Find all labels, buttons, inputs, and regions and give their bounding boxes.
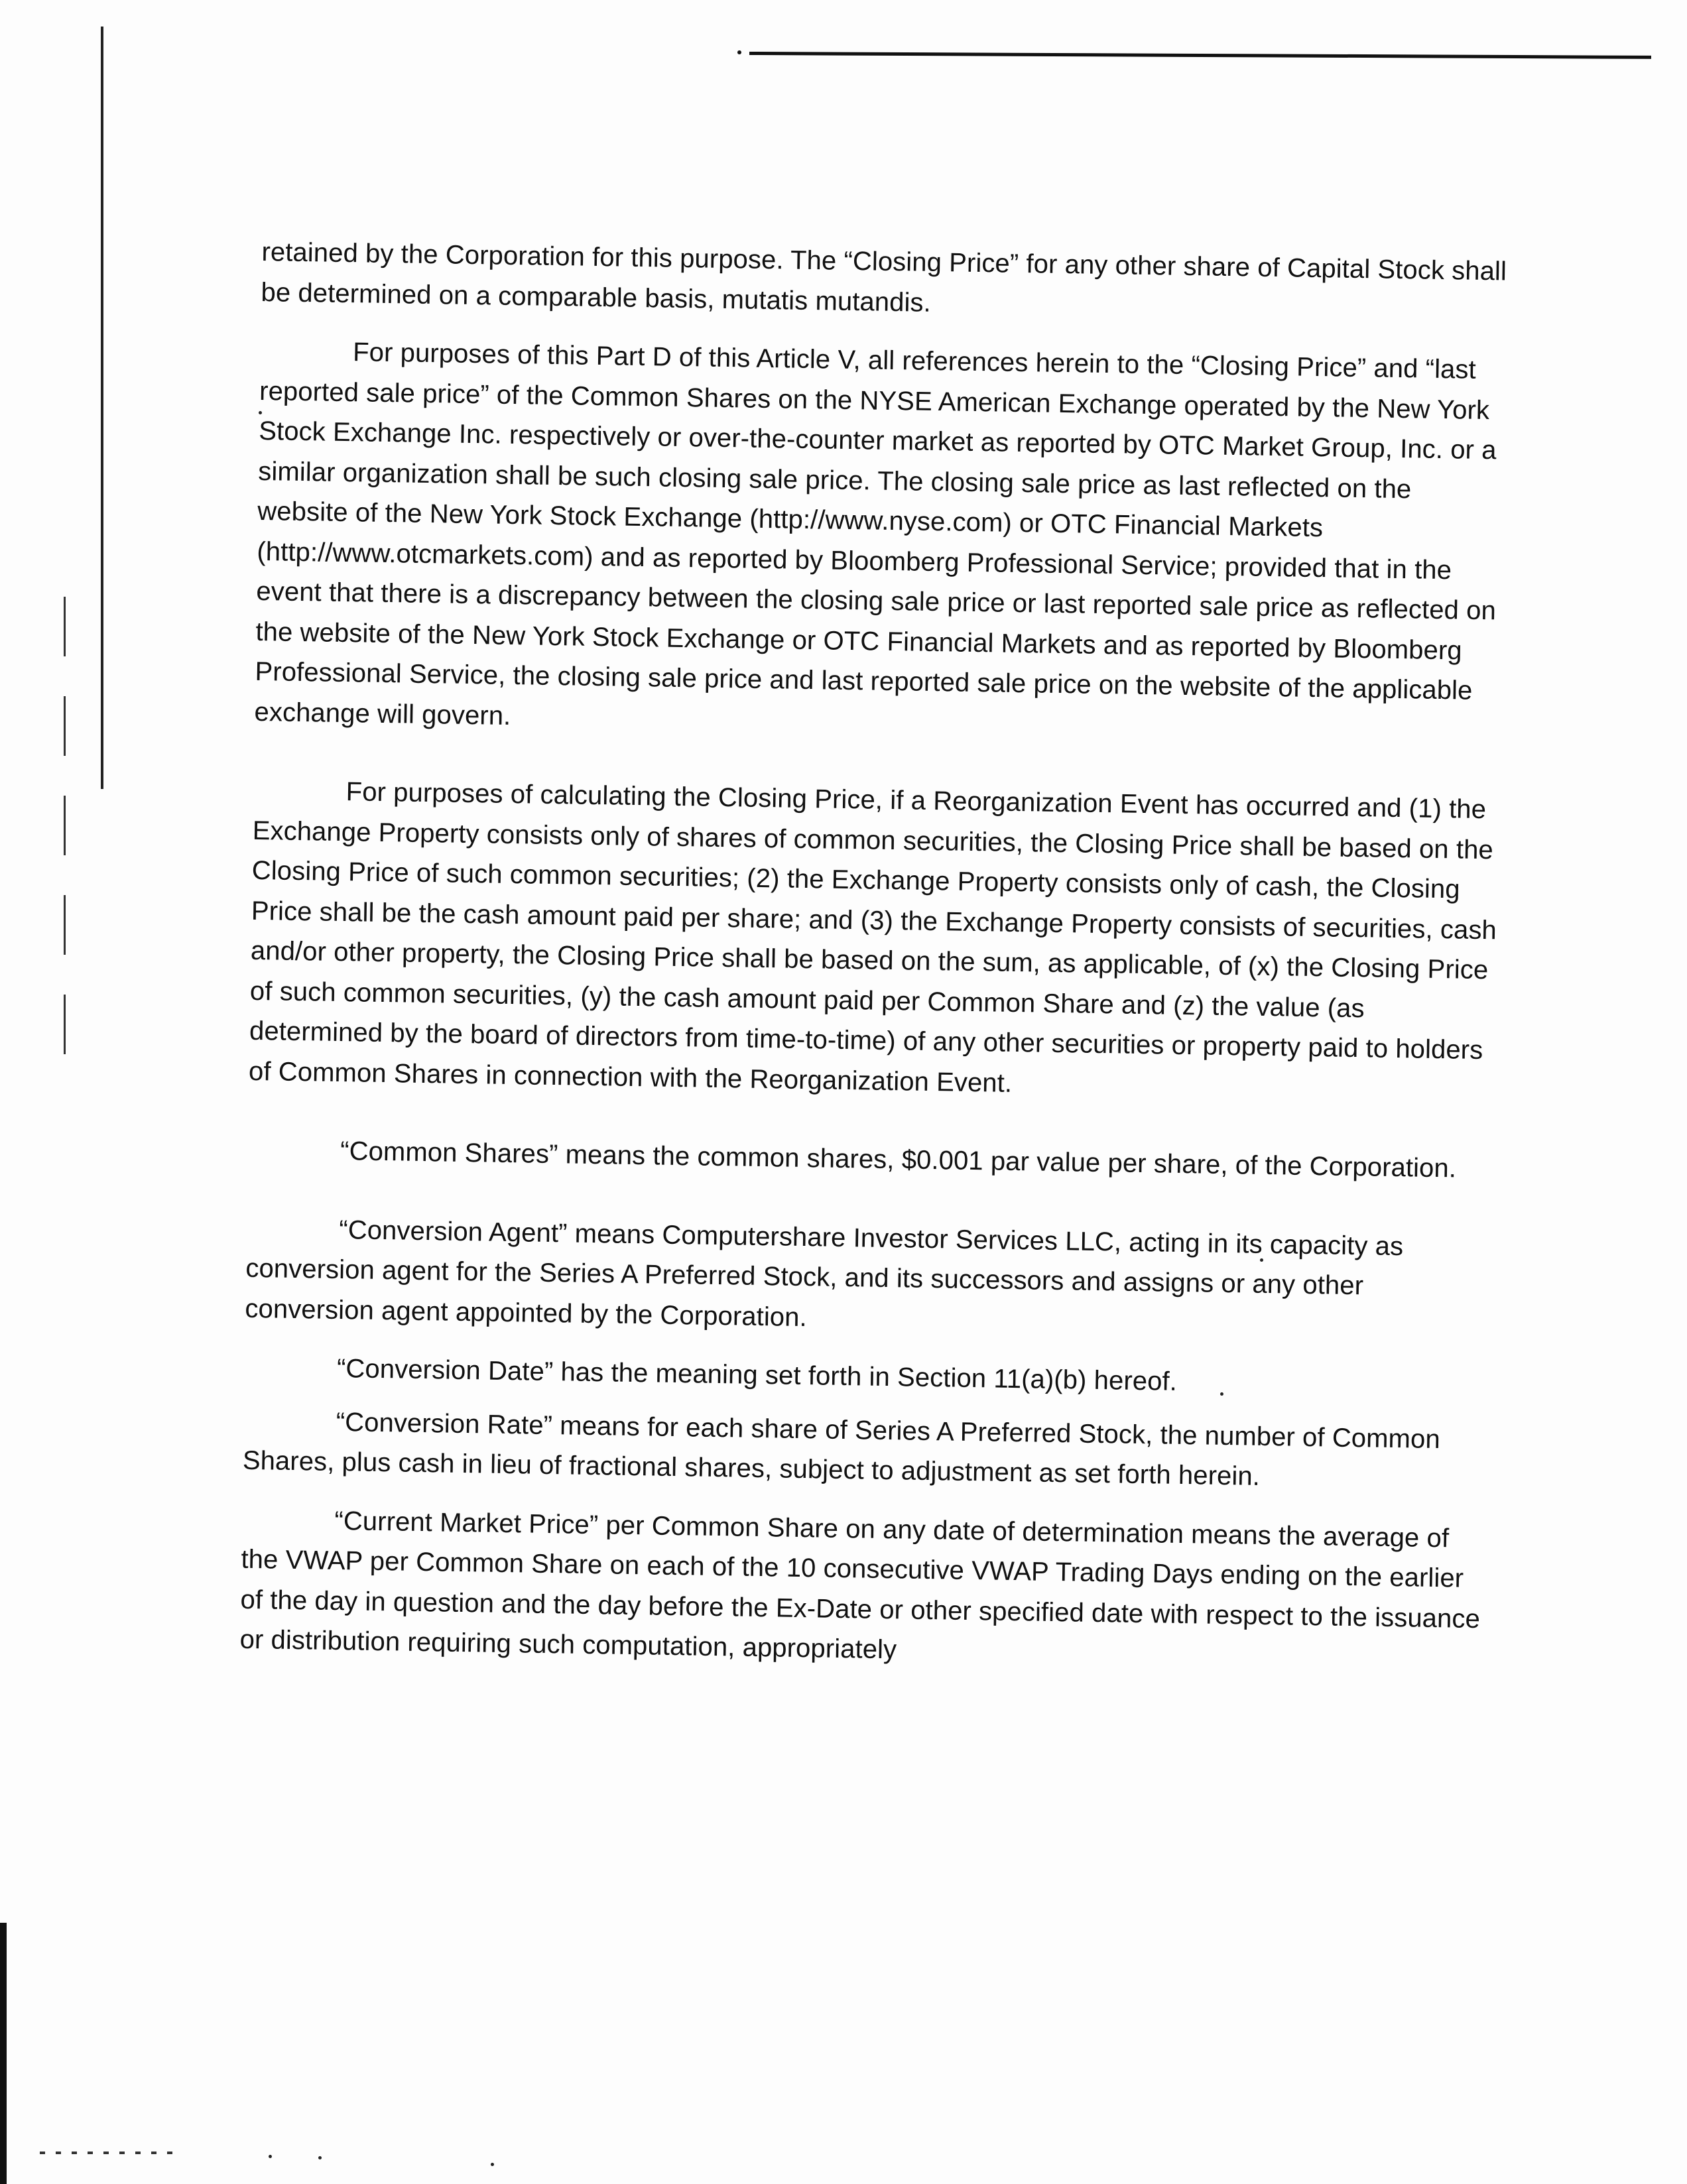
scan-artifact-speck xyxy=(269,2155,272,2158)
scan-artifact-speck xyxy=(318,2156,322,2159)
scan-artifact-speck xyxy=(491,2163,494,2166)
definition-current-market-price: “Current Market Price” per Common Share on any date of determination means the average of the VWAP per Common Share on each of the 10 consecutive VWAP Trading Days ending on the earlier of the day in question and the day before the Ex-Date or other specified date with respect to the issuance or distribution requiring such computation, appropriately xyxy=(239,1506,1481,1665)
scan-artifact-corner-shadow xyxy=(0,1923,7,2184)
scan-artifact-left-dashes xyxy=(64,597,66,1087)
scan-artifact-top-rule xyxy=(749,52,1651,59)
document-body xyxy=(239,232,1509,1679)
paragraph-closing-price-continued: retained by the Corporation for this purpose. The “Closing Price” for any other share of Capital Stock shall be determined on a comparable basis, mutatis mutandis. xyxy=(261,237,1507,318)
paragraph-reorganization-event: For purposes of calculating the Closing Price, if a Reorganization Event has occurred and (1) the Exchange Property consists only of shares of common securities, the Closing Price shall be based on the Closing Price of such common securities; (2) the Exchange Property consists only of cash, the Closing Price shall be the cash amount paid per share; and (3) the Exchange Property consists of securities, cash and/or other property, the Closing Price shall be based on the sum, as applicable, of (x) the Closing Price of such common securities, (y) the cash amount paid per Common Share and (z) the value (as determined by the board of directors from time-to-time) of any other securities or property paid to holders of Common Shares in connection with the Reorganization Event. xyxy=(248,777,1497,1098)
definition-conversion-rate: “Conversion Rate” means for each share of Series A Preferred Stock, the number of Common Shares, plus cash in lieu of fractional shares, subject to adjustment as set forth herein. xyxy=(242,1407,1441,1491)
definition-conversion-agent: “Conversion Agent” means Computershare Investor Services LLC, acting in its capacity as conversion agent for the Series A Preferred Stock, and its successors and assigns or any other conversion agent appointed by the Corporation. xyxy=(245,1215,1404,1332)
scan-artifact-dot xyxy=(737,50,741,54)
scan-artifact-bottom-specks xyxy=(40,2152,172,2154)
scan-artifact-left-edge xyxy=(101,27,103,789)
paragraph-closing-price-references: For purposes of this Part D of this Article V, all references herein to the “Closing Price” and “last reported sale price” of the Common Shares on the NYSE American Exchange operated by the New York Stock Exchange Inc. respectively or over-the-counter market as reported by OTC Market Group, Inc. or a similar organization shall be such closing sale price. The closing sale price as last reflected on the website of the New York Stock Exchange (http://www.nyse.com) or OTC Financial Markets (http://www.otcmarkets.com) and as reported by Bloomberg Professional Service; provided that in the event that there is a discrepancy between the closing sale price or last reported sale price as reflected on the website of the New York Stock Exchange or OTC Financial Markets and as reported by Bloomberg Professional Service, the closing sale price and last reported sale price on the website of the applicable exchange will govern. xyxy=(254,337,1497,731)
definition-common-shares: “Common Shares” means the common shares, $0.001 par value per share, of the Corporation. xyxy=(340,1136,1457,1183)
definition-conversion-date: “Conversion Date” has the meaning set forth in Section 11(a)(b) hereof. xyxy=(336,1353,1178,1396)
